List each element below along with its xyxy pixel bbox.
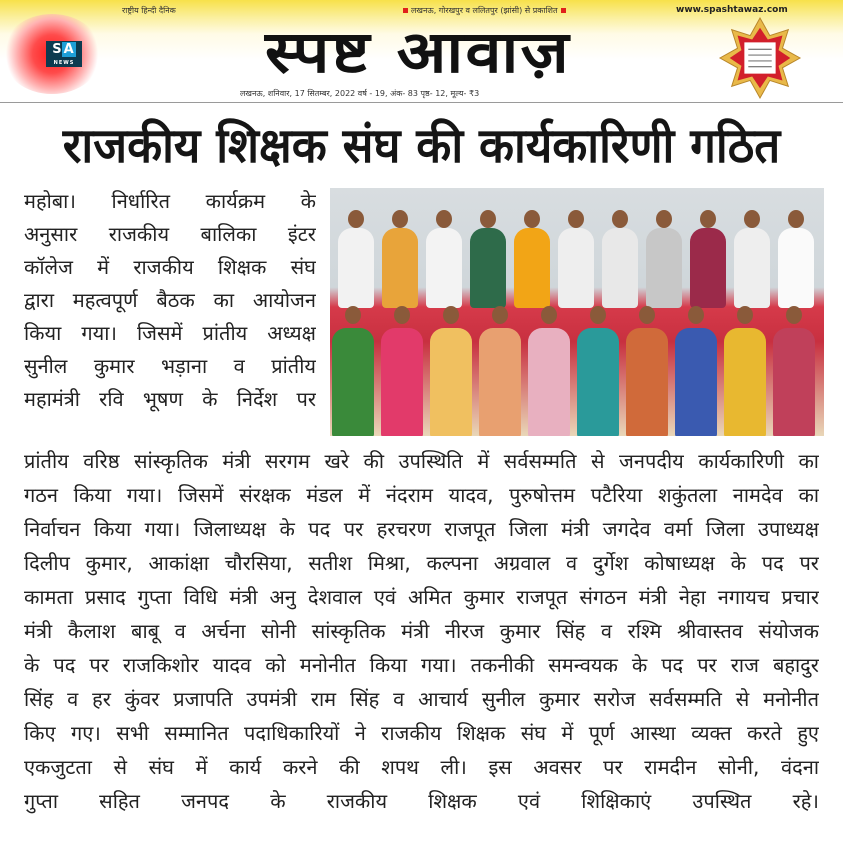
- photo-person-head: [612, 210, 628, 228]
- sa-news-logo-box: S A NEWS: [46, 41, 82, 67]
- photo-person: [646, 228, 682, 308]
- dateline: लखनऊ, शनिवार, 17 सितम्बर, 2022 वर्ष - 19, अंक- 83 पृष्ठ- 12, मूल्य- ₹3: [240, 89, 480, 98]
- article-photo: [330, 188, 824, 436]
- photo-person-head: [436, 210, 452, 228]
- photo-person: [470, 228, 506, 308]
- photo-person-head: [700, 210, 716, 228]
- article-line: दिलीप कुमार, आकांक्षा चौरसिया, सतीश मिश्रा, कल्पना अग्रवाल व दुर्गेश कोषाध्यक्ष के पद पर: [24, 551, 819, 575]
- photo-person: [479, 328, 521, 436]
- article-headline: राजकीय शिक्षक संघ की कार्यकारिणी गठित: [62, 118, 781, 174]
- photo-person: [690, 228, 726, 308]
- photo-person-head: [639, 306, 655, 324]
- article-line: मंत्री कैलाश बाबू व अर्चना सोनी सांस्कृतिक मंत्री नीरज कुमार सिंह व रश्मि श्रीवास्तव संयोजक: [24, 619, 819, 643]
- masthead-divider: [0, 102, 843, 103]
- newspaper-masthead: [0, 0, 843, 102]
- article-line: कामता प्रसाद गुप्ता विधि मंत्री अनु देशवाल एवं अमित कुमार राजपूत संगठन मंत्री नेहा नगायच प्रचार: [24, 585, 819, 609]
- article-line: गठन किया गया। जिसमें संरक्षक मंडल में नंदराम यादव, पुरुषोत्तम पटैरिया शकुंतला नामदेव का: [24, 483, 819, 507]
- newspaper-title: स्पष्ट आवाज़: [265, 18, 571, 86]
- tagline: राष्ट्रीय हिन्दी दैनिक: [122, 6, 176, 15]
- photo-person-head: [524, 210, 540, 228]
- photo-person-head: [744, 210, 760, 228]
- article-line: द्वारा महत्वपूर्ण बैठक का आयोजन: [24, 288, 316, 312]
- photo-person: [332, 328, 374, 436]
- article-line: महोबा। निर्धारित कार्यक्रम के: [24, 189, 316, 213]
- article-line: निर्वाचन किया गया। जिलाध्यक्ष के पद पर हरचरण राजपूत जिला मंत्री जगदेव वर्मा जिला उपाध्यक्ष: [24, 517, 819, 541]
- photo-person: [338, 228, 374, 308]
- photo-person-head: [656, 210, 672, 228]
- photo-person: [514, 228, 550, 308]
- article-line: सिंह व हर कुंवर प्रजापति उपमंत्री राम सिंह व आचार्य सुनील कुमार सरोज सर्वसम्मति से मनोनीत: [24, 687, 819, 711]
- photo-person: [577, 328, 619, 436]
- article-line: प्रांतीय वरिष्ठ सांस्कृतिक मंत्री सरगम खरे की उपस्थिति में सर्वसम्मति से जनपदीय कार्यकारिणी का: [24, 449, 819, 473]
- photo-person-head: [688, 306, 704, 324]
- photo-person: [724, 328, 766, 436]
- photo-person: [602, 228, 638, 308]
- photo-person-head: [345, 306, 361, 324]
- article-line: सुनील कुमार भड़ाना व प्रांतीय: [24, 354, 316, 378]
- article-line: एकजुटता से संघ में कार्य करने की शपथ ली। इस अवसर पर रामदीन सोनी, वंदना: [24, 755, 819, 779]
- logo-sub: NEWS: [53, 60, 75, 66]
- photo-person-head: [392, 210, 408, 228]
- photo-person-head: [788, 210, 804, 228]
- photo-person-head: [348, 210, 364, 228]
- photo-person-head: [590, 306, 606, 324]
- article-line: किए गए। सभी सम्मानित पदाधिकारियों ने राजकीय शिक्षक संघ में पूर्ण आस्था व्यक्त करते हुए: [24, 721, 819, 745]
- photo-person: [778, 228, 814, 308]
- photo-person: [773, 328, 815, 436]
- website-link[interactable]: www.spashtawaz.com: [676, 5, 788, 15]
- photo-person-head: [492, 306, 508, 324]
- article-line: किया गया। जिसमें प्रांतीय अध्यक्ष: [24, 321, 316, 345]
- photo-person-head: [568, 210, 584, 228]
- photo-person-head: [443, 306, 459, 324]
- photo-person: [381, 328, 423, 436]
- article-line: के पद पर राजकिशोर यादव को मनोनीत किया गया। तकनीकी समन्वयक के पद पर राज बहादुर: [24, 653, 819, 677]
- photo-person-head: [786, 306, 802, 324]
- bullet-icon: [403, 8, 408, 13]
- photo-person-head: [394, 306, 410, 324]
- emblem-star-icon: [718, 16, 802, 100]
- photo-person-head: [737, 306, 753, 324]
- photo-person-head: [541, 306, 557, 324]
- bullet-icon: [561, 8, 566, 13]
- photo-person: [426, 228, 462, 308]
- photo-person: [558, 228, 594, 308]
- article-line: अनुसार राजकीय बालिका इंटर: [24, 222, 316, 246]
- photo-person: [430, 328, 472, 436]
- photo-person: [528, 328, 570, 436]
- photo-person-head: [480, 210, 496, 228]
- photo-person: [675, 328, 717, 436]
- photo-person: [626, 328, 668, 436]
- photo-person: [734, 228, 770, 308]
- photo-person: [382, 228, 418, 308]
- published-from: [400, 5, 569, 16]
- article-line: महामंत्री रवि भूषण के निर्देश पर: [24, 387, 316, 411]
- article-line: कॉलेज में राजकीय शिक्षक संघ: [24, 255, 316, 279]
- article-line: गुप्ता सहित जनपद के राजकीय शिक्षक एवं शिक्षिकाएं उपस्थित रहे।: [24, 789, 819, 813]
- published-from-text: लखनऊ, गोरखपुर व ललितपुर (झांसी) से प्रकाशित: [411, 6, 558, 15]
